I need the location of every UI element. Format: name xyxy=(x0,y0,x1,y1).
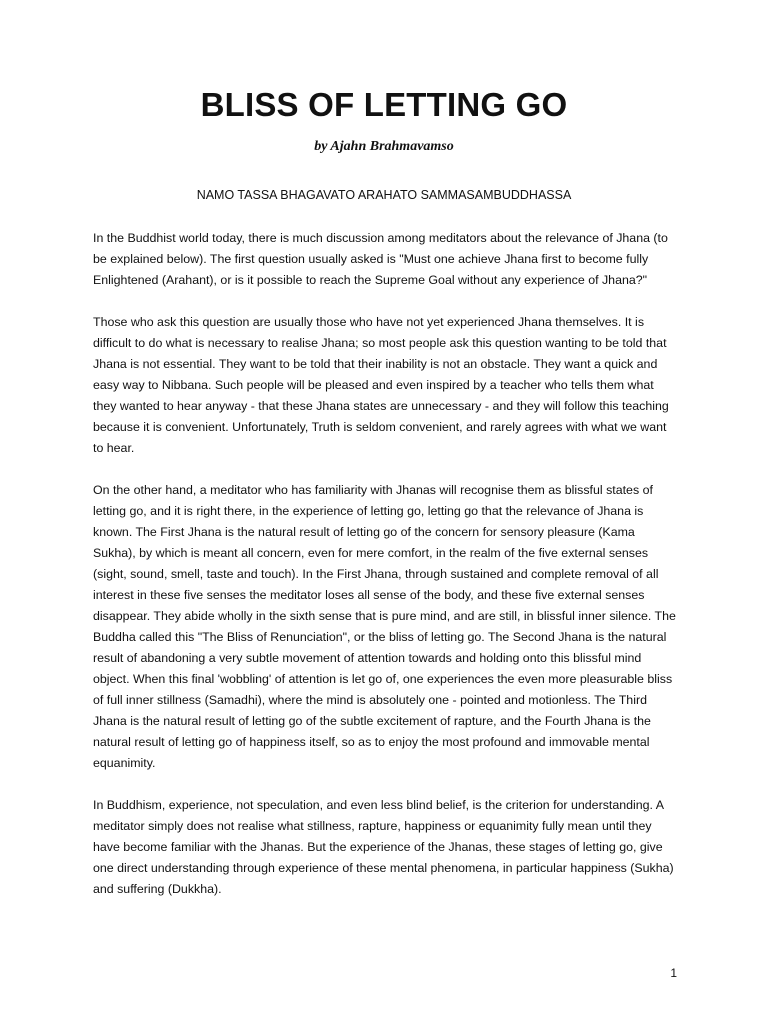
author-byline: by Ajahn Brahmavamso xyxy=(314,139,454,154)
document-title: BLISS OF LETTING GO xyxy=(200,86,568,123)
paragraph: Those who ask this question are usually those who have not yet experienced Jhana themselves. It is difficult to do what is necessary to realise Jhana; so most people ask this question wanting to be told that Jhana is not essential. They want to be told that their inability is not an obstacle. They want a quick and easy way to Nibbana. Such people will be pleased and even inspired by a teacher who tells them what they wanted to hear anyway - that these Jhana states are unnecessary - and they will follow this teaching because it is convenient. Unfortunately, Truth is seldom convenient, and rarely agrees with what we want to hear. xyxy=(93,315,669,455)
paragraph: In the Buddhist world today, there is much discussion among meditators about the relevance of Jhana (to be explained below). The first question usually asked is "Must one achieve Jhana first to become fully Enlightened (Arahant), or is it possible to reach the Supreme Goal without any experience of Jhana?" xyxy=(93,231,668,287)
paragraph: On the other hand, a meditator who has familiarity with Jhanas will recognise them as blissful states of letting go, and it is right there, in the experience of letting go, letting go that the relevance of Jhana is known. The First Jhana is the natural result of letting go of the concern for sensory pleasure (Kama Sukha), by which is meant all concern, even for mere comfort, in the realm of the five external senses (sight, sound, smell, taste and touch). In the First Jhana, through sustained and complete removal of all interest in these five senses the meditator loses all sense of the body, and these five external senses disappear. They abide wholly in the sixth sense that is pure mind, and are still, in blissful inner silence. The Buddha called this "The Bliss of Renunciation", or the bliss of letting go. The Second Jhana is the natural result of abandoning a very subtle movement of attention towards and holding onto this blissful mind object. When this final 'wobbling' of attention is let go of, one experiences the even more pleasurable bliss of full inner stillness (Samadhi), where the mind is absolutely one - pointed and motionless. The Third Jhana is the natural result of letting go of the subtle excitement of rapture, and the Fourth Jhana is the natural result of letting go of happiness itself, so as to enjoy the most profound and immovable mental equanimity. xyxy=(93,483,676,770)
body-text xyxy=(93,228,679,921)
page-number: 1 xyxy=(670,966,677,980)
homage-line: NAMO TASSA BHAGAVATO ARAHATO SAMMASAMBUDDHASSA xyxy=(196,188,572,202)
paragraph: In Buddhism, experience, not speculation, and even less blind belief, is the criterion for understanding. A meditator simply does not realise what stillness, rapture, happiness or equanimity fully mean until they have become familiar with the Jhanas. But the experience of the Jhanas, these stages of letting go, give one direct understanding through experience of these mental phenomena, in particular happiness (Sukha) and suffering (Dukkha). xyxy=(93,798,674,896)
